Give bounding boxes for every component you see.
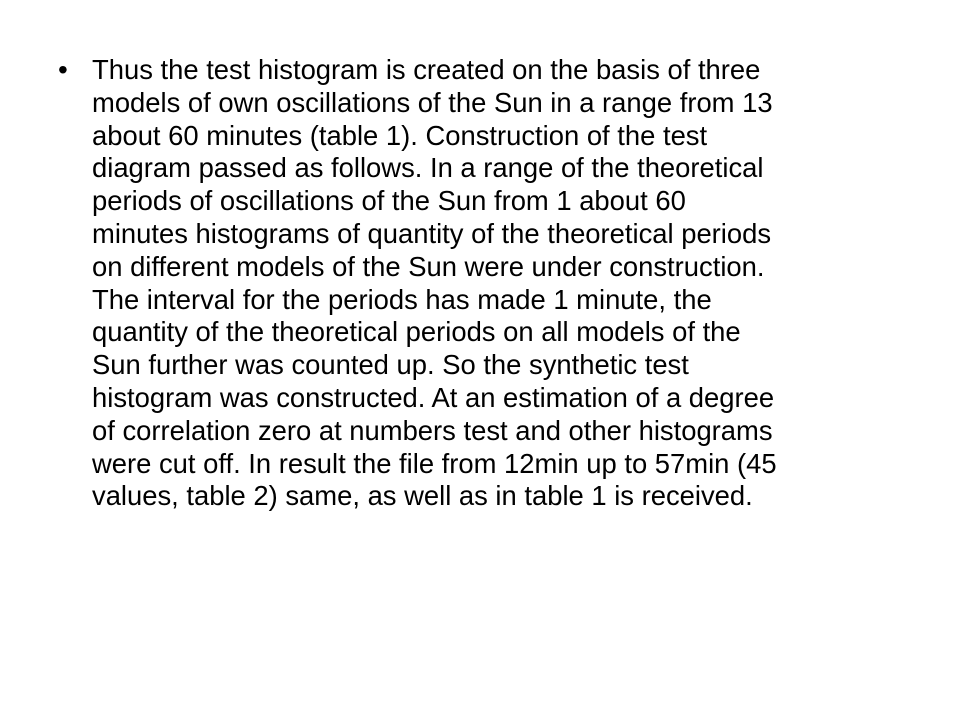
paragraph-line: minutes histograms of quantity of the theoretical periods	[92, 217, 772, 249]
paragraph-line: Sun further was counted up. So the synthetic test	[92, 349, 689, 381]
paragraph-line: about 60 minutes (table 1). Construction of the test	[92, 119, 708, 151]
paragraph-line: diagram passed as follows. In a range of the theoretical	[92, 152, 764, 184]
paragraph-line: histogram was constructed. At an estimation of a degree	[92, 381, 775, 413]
paragraph-line: were cut off. In result the file from 12min up to 57min (45	[92, 447, 777, 479]
paragraph-line: The interval for the periods has made 1 minute, the	[92, 283, 712, 315]
bullet-paragraph	[92, 54, 908, 513]
paragraph-line: quantity of the theoretical periods on all models of the	[92, 316, 741, 348]
paragraph-line: models of own oscillations of the Sun in a range from 13	[92, 86, 773, 118]
paragraph-line: on different models of the Sun were under construction.	[92, 250, 765, 282]
paragraph-line: of correlation zero at numbers test and other histograms	[92, 414, 773, 446]
bullet-item	[58, 54, 918, 513]
paragraph-line: values, table 2) same, as well as in table 1 is received.	[92, 480, 753, 512]
paragraph-line: periods of oscillations of the Sun from 1 about 60	[92, 185, 686, 217]
bullet-icon: •	[58, 54, 68, 85]
paragraph-line: Thus the test histogram is created on the basis of three	[92, 54, 761, 85]
